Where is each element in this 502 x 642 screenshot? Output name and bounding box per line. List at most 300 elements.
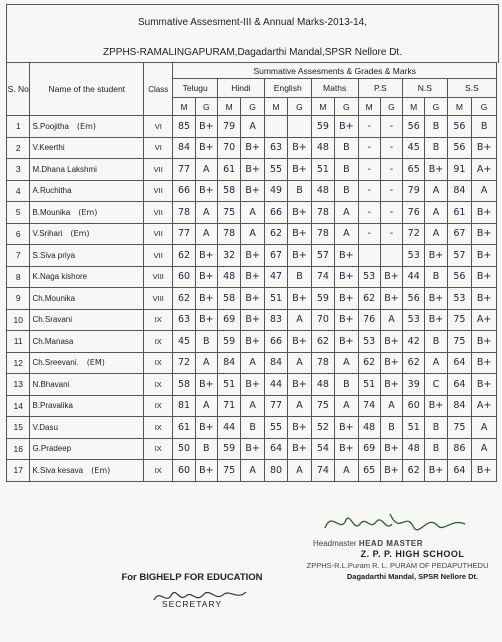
marks-cell: 78 [311,223,334,245]
student-name-cell [30,266,144,288]
marks-cell: 81 [173,395,195,417]
grade-cell: B [195,331,217,353]
marks-cell: 60 [403,395,425,417]
grade-cell: B+ [380,374,402,396]
grade-cell: B+ [335,309,358,331]
marks-cell: 56 [447,116,472,138]
marks-cell: 61 [217,159,240,181]
serial-number: 8 [7,266,30,288]
grade-cell: A [425,180,447,202]
grade-cell: B+ [241,137,264,159]
serial-number: 11 [7,331,30,353]
grade-cell: B+ [472,245,497,267]
serial-number: 3 [7,159,30,181]
marks-cell: 56 [403,288,425,310]
grade-cell: B [335,180,358,202]
grade-cell: B+ [472,374,497,396]
medium-tag: (EM) [86,358,105,368]
marks-cell: 79 [403,180,425,202]
seal-partial-text-2: ZPPHS-R.L.Puram [306,561,370,570]
student-row [7,202,497,224]
marks-cell: 44 [403,266,425,288]
grade-cell: B [335,374,358,396]
marks-cell: 65 [358,460,380,482]
grade-cell: B+ [195,245,217,267]
marks-cell: 48 [311,374,334,396]
student-row [7,137,497,159]
grade-cell: A [195,352,217,374]
grade-cell: B+ [195,309,217,331]
marks-cell: 48 [311,180,334,202]
serial-number: 1 [7,116,30,138]
student-name: S.Siva priya [32,250,76,260]
marks-cell: 77 [173,159,195,181]
grade-cell: B+ [195,460,217,482]
class-cell: VII [144,223,173,245]
grade-column-header: G [380,98,402,116]
medium-tag: (Em) [76,121,96,131]
serial-number: 2 [7,137,30,159]
marks-cell: 84 [447,180,472,202]
grade-cell: B+ [380,460,402,482]
grade-cell: - [380,202,402,224]
serial-number: 16 [7,438,30,460]
marks-cell: 58 [173,374,195,396]
class-cell: IX [144,395,173,417]
student-name-cell [30,245,144,267]
sno-header: S. No [7,63,30,116]
student-row [7,438,497,460]
student-name-cell [30,331,144,353]
marks-cell: 59 [311,116,334,138]
name-header: Name of the student [30,63,144,116]
student-name: K.Naga kishore [32,272,88,282]
marks-cell: 67 [447,223,472,245]
marks-column-header: M [264,98,287,116]
grade-cell: B+ [195,137,217,159]
grade-cell: B+ [288,245,311,267]
grade-column-header: G [288,98,311,116]
grade-cell: B [425,331,447,353]
marks-cell: 84 [173,137,195,159]
marks-cell: 77 [173,223,195,245]
marks-cell: 86 [447,438,472,460]
student-name-cell [30,460,144,482]
grade-cell: B+ [425,395,447,417]
grade-cell: - [380,180,402,202]
title-box [6,4,499,63]
marks-cell: 66 [264,202,287,224]
grade-cell: A [472,417,497,439]
grade-column-header: G [241,98,264,116]
grade-cell: B+ [380,352,402,374]
marks-cell: - [358,116,380,138]
student-name-cell [30,180,144,202]
grade-cell: C [425,374,447,396]
marks-cell: 70 [217,137,240,159]
grade-cell: B [335,137,358,159]
serial-number: 15 [7,417,30,439]
grade-cell: A [288,395,311,417]
grade-cell [380,245,402,267]
marks-cell: 62 [311,331,334,353]
class-cell: IX [144,352,173,374]
marks-cell: 76 [358,309,380,331]
student-name-cell [30,288,144,310]
student-name: V.Dasu [32,422,58,432]
assessment-group-header: Summative Assesments & Grades & Marks [173,63,497,79]
marks-cell: 61 [173,417,195,439]
grade-cell: B+ [335,288,358,310]
class-cell: VII [144,180,173,202]
marks-cell: 51 [403,417,425,439]
marks-cell: - [358,180,380,202]
marks-cell: 58 [217,288,240,310]
grade-cell: - [380,137,402,159]
medium-tag: (Em) [91,465,111,475]
marks-cell [358,245,380,267]
serial-number: 10 [7,309,30,331]
grade-cell: A [380,395,402,417]
serial-number: 5 [7,202,30,224]
student-row [7,288,497,310]
class-cell: VIII [144,266,173,288]
marks-cell: 32 [217,245,240,267]
marks-cell: 53 [403,245,425,267]
marks-cell: 80 [264,460,287,482]
marks-cell: - [358,137,380,159]
marks-cell: 51 [264,288,287,310]
grade-cell: A [195,223,217,245]
student-row [7,223,497,245]
marks-cell: 76 [403,202,425,224]
student-name: A.Ruchitha [32,186,72,196]
student-name-cell [30,202,144,224]
grade-cell: B+ [335,417,358,439]
grade-cell: B+ [288,438,311,460]
marks-cell: 62 [264,223,287,245]
grade-cell: B+ [241,266,264,288]
grade-cell: A [335,395,358,417]
secretary-label: SECRETARY [161,599,223,609]
headmaster-signature [320,506,470,540]
marks-column-header: M [217,98,240,116]
marks-column-header: M [311,98,334,116]
grade-cell: A [472,438,497,460]
marks-cell: 77 [264,395,287,417]
student-name-cell [30,438,144,460]
marks-cell: 64 [447,460,472,482]
grade-cell: A [195,159,217,181]
student-name-cell [30,137,144,159]
marks-cell: 62 [403,460,425,482]
serial-number: 13 [7,374,30,396]
marks-cell: 53 [358,331,380,353]
grade-cell: B+ [472,223,497,245]
class-cell: VII [144,159,173,181]
grade-cell: A [472,180,497,202]
serial-number: 6 [7,223,30,245]
grade-cell: B+ [288,223,311,245]
medium-tag: (Em) [70,229,90,239]
grade-cell: B+ [288,137,311,159]
subject-header: S.S [447,79,496,98]
marks-cell: 45 [403,137,425,159]
grade-cell: B+ [288,202,311,224]
marks-cell: 62 [358,352,380,374]
marks-cell: 78 [311,202,334,224]
marks-cell: 62 [403,352,425,374]
student-name-cell [30,352,144,374]
student-name: M.Dhana Lakshmi [32,164,97,174]
marks-column-header: M [173,98,195,116]
student-row [7,352,497,374]
student-row [7,180,497,202]
grade-cell: A [335,223,358,245]
marks-column-header: M [447,98,472,116]
student-row [7,460,497,482]
grade-cell: A [241,116,264,138]
student-row [7,245,497,267]
student-row [7,266,497,288]
marks-cell: 53 [447,288,472,310]
marks-cell: 64 [264,438,287,460]
marks-cell: 74 [311,266,334,288]
grade-cell: A [241,202,264,224]
marks-cell: 85 [173,116,195,138]
grade-cell: B+ [288,374,311,396]
seal-district: Dagadarthi Mandal, SPSR Nellore Dt. [346,572,479,581]
grade-cell: A+ [472,309,497,331]
class-cell: IX [144,460,173,482]
marks-cell: 62 [358,288,380,310]
student-name: Ch.Mounika [32,293,76,303]
class-cell: IX [144,309,173,331]
grade-column-header: G [195,98,217,116]
class-header: Class [144,63,173,116]
grade-cell: B+ [335,116,358,138]
grade-cell: - [380,116,402,138]
student-name: B.Mounika [32,207,71,217]
serial-number: 4 [7,180,30,202]
grade-cell: A [241,460,264,482]
marks-cell: 75 [311,395,334,417]
grade-cell: B+ [425,245,447,267]
student-name: S.Poojitha [32,121,69,131]
marks-cell: 78 [217,223,240,245]
grade-cell: A [425,202,447,224]
marks-cell: 84 [264,352,287,374]
medium-tag: (Em) [78,207,98,217]
grade-cell: B [288,266,311,288]
marks-cell: 79 [217,116,240,138]
marks-cell: 66 [173,180,195,202]
marks-cell: 59 [217,438,240,460]
grade-cell: B+ [241,374,264,396]
secretary-signature [150,580,250,610]
marks-cell: 51 [358,374,380,396]
marks-cell: 78 [173,202,195,224]
student-name: Ch.Manasa [32,336,74,346]
grade-cell: B [425,438,447,460]
grade-cell: B+ [195,288,217,310]
student-name: V.Srihari [32,229,63,239]
grade-cell: B+ [195,116,217,138]
marks-cell: 39 [403,374,425,396]
seal-school: Z. P. P. HIGH SCHOOL [360,549,465,559]
student-row [7,159,497,181]
marks-cell: 55 [264,417,287,439]
grade-cell: - [380,223,402,245]
marks-cell: 69 [358,438,380,460]
marks-cell: 53 [358,266,380,288]
student-row [7,395,497,417]
subject-header: P.S [358,79,403,98]
grade-cell: B+ [288,417,311,439]
grade-cell: B+ [241,438,264,460]
footer [0,500,502,642]
marks-cell: 44 [217,417,240,439]
grade-cell: B [380,417,402,439]
marks-column-header: M [358,98,380,116]
grade-cell: B+ [380,266,402,288]
grade-cell: B+ [195,266,217,288]
subject-header: N.S [403,79,448,98]
grade-cell: B [425,266,447,288]
grade-cell: B+ [195,374,217,396]
grade-cell: B+ [288,159,311,181]
marks-cell: 48 [217,266,240,288]
student-name-cell [30,374,144,396]
grade-cell: B [241,417,264,439]
marks-cell: 64 [447,374,472,396]
seal-headmaster: HEAD MASTER [358,539,423,548]
grade-cell: B+ [425,309,447,331]
class-cell: VIII [144,288,173,310]
marks-cell: 84 [447,395,472,417]
grade-cell: A [241,395,264,417]
grade-cell: A [288,460,311,482]
marks-cell: - [358,159,380,181]
marks-cell: 60 [173,266,195,288]
marks-cell: 64 [447,352,472,374]
grade-cell: B [425,137,447,159]
marks-cell: - [358,202,380,224]
seal-place: R. L. PURAM OF PEDAPUTHEDU [372,561,489,570]
grade-cell: B+ [425,159,447,181]
subject-header: Maths [311,79,358,98]
student-name-cell [30,223,144,245]
grade-cell [288,116,311,138]
seal-partial-text: Headmaster [313,539,357,548]
marks-cell: 45 [173,331,195,353]
grade-cell: B+ [425,288,447,310]
grade-cell: A [241,223,264,245]
class-cell: IX [144,374,173,396]
grade-cell: B+ [288,331,311,353]
grade-cell: A [380,309,402,331]
grade-cell: A [335,460,358,482]
grade-cell: B [335,159,358,181]
marks-cell: 72 [173,352,195,374]
grade-cell: B [425,116,447,138]
marks-cell: 75 [447,417,472,439]
marks-cell: 51 [311,159,334,181]
org-name: For BIGHELP FOR EDUCATION [121,572,263,583]
marks-cell: 60 [173,460,195,482]
student-row [7,331,497,353]
grade-cell: B+ [195,417,217,439]
marks-cell [264,116,287,138]
serial-number: 7 [7,245,30,267]
document-title: Summative Assesment-III & Annual Marks-2013-14, [138,17,367,28]
grade-cell: B+ [380,331,402,353]
marks-cell: 75 [447,309,472,331]
student-name: Ch.Sreevani. [32,358,79,368]
grade-cell: B+ [241,180,264,202]
marks-cell: 56 [447,266,472,288]
grade-cell: A+ [472,159,497,181]
grade-cell: A [195,395,217,417]
marks-column-header: M [403,98,425,116]
grade-cell: B+ [380,288,402,310]
marks-cell: 53 [403,309,425,331]
grade-cell: B+ [335,331,358,353]
school-line: ZPPHS-RAMALINGAPURAM,Dagadarthi Mandal,SPSR Nellore Dt. [103,47,402,58]
grade-cell: B+ [472,460,497,482]
student-name-cell [30,309,144,331]
class-cell: VI [144,137,173,159]
marks-cell: 75 [217,460,240,482]
grade-cell: B+ [241,309,264,331]
grade-column-header: G [425,98,447,116]
headmaster-seal [295,538,500,582]
marks-cell: 54 [311,438,334,460]
grade-cell: A [288,352,311,374]
marks-cell: 69 [217,309,240,331]
student-row [7,116,497,138]
grade-cell: B+ [425,460,447,482]
marks-cell: 62 [173,288,195,310]
serial-number: 9 [7,288,30,310]
marks-cell: 63 [264,137,287,159]
marks-cell: 74 [311,460,334,482]
marks-table [6,62,497,482]
grade-cell: B+ [335,438,358,460]
grade-cell: A [288,309,311,331]
grade-cell: A+ [472,395,497,417]
grade-cell: A [241,352,264,374]
class-cell: VII [144,202,173,224]
class-cell: VII [144,245,173,267]
grade-cell: B+ [288,288,311,310]
marks-cell: 42 [403,331,425,353]
marks-cell: 58 [217,180,240,202]
student-name: Ch.Sravani [32,315,73,325]
class-cell: IX [144,417,173,439]
student-row [7,374,497,396]
marks-cell: 61 [447,202,472,224]
grade-cell: B+ [241,159,264,181]
subject-header: English [264,79,311,98]
marks-cell: 75 [447,331,472,353]
class-cell: IX [144,331,173,353]
class-cell: IX [144,438,173,460]
grade-cell: A [425,352,447,374]
marks-cell: 57 [311,245,334,267]
serial-number: 12 [7,352,30,374]
grade-cell: B [472,116,497,138]
